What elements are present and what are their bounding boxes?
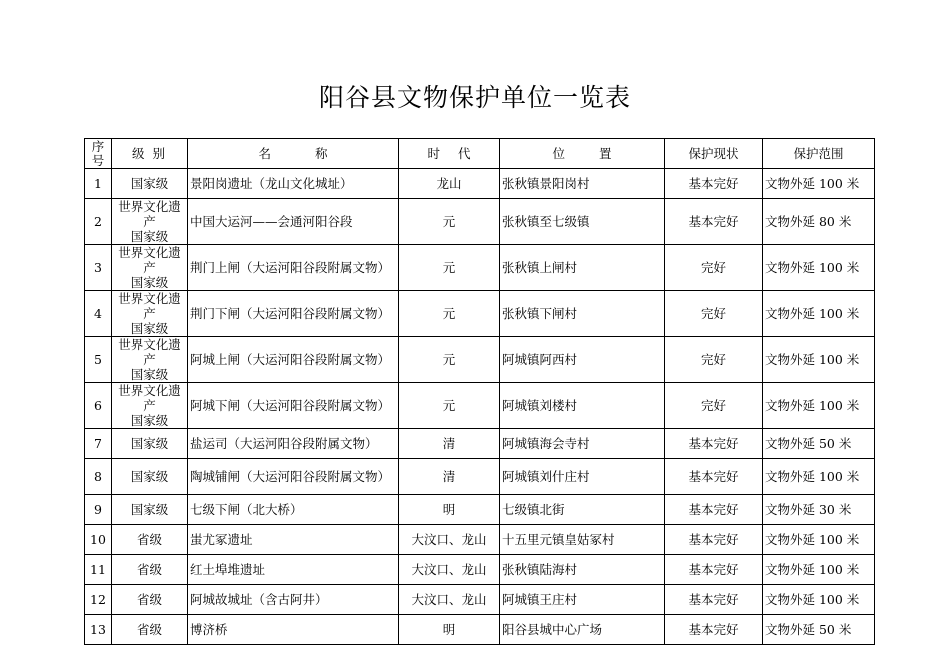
cell-location: 阿城镇王庄村 — [500, 585, 665, 615]
cell-level: 省级 — [112, 615, 188, 645]
cell-era: 清 — [399, 459, 500, 495]
cell-era: 清 — [399, 429, 500, 459]
table-header-row — [85, 139, 875, 169]
cell-name: 陶城铺闸（大运河阳谷段附属文物） — [188, 459, 399, 495]
cell-level: 省级 — [112, 555, 188, 585]
header-name: 名 称 — [188, 139, 399, 169]
cell-status: 基本完好 — [665, 585, 763, 615]
cell-era: 元 — [399, 291, 500, 337]
cell-no: 5 — [85, 337, 112, 383]
cell-era: 元 — [399, 245, 500, 291]
cell-location: 阿城镇阿西村 — [500, 337, 665, 383]
cell-name: 景阳岗遗址（龙山文化城址） — [188, 169, 399, 199]
cell-name: 七级下闸（北大桥） — [188, 495, 399, 525]
cell-location: 张秋镇至七级镇 — [500, 199, 665, 245]
cell-status: 完好 — [665, 337, 763, 383]
cell-no: 11 — [85, 555, 112, 585]
header-status: 保护现状 — [665, 139, 763, 169]
table-row — [85, 525, 875, 555]
cell-range: 文物外延 50 米 — [763, 615, 875, 645]
cell-range: 文物外延 30 米 — [763, 495, 875, 525]
cell-range: 文物外延 100 米 — [763, 169, 875, 199]
cell-no: 10 — [85, 525, 112, 555]
cell-status: 基本完好 — [665, 169, 763, 199]
cell-no: 13 — [85, 615, 112, 645]
cell-location: 张秋镇上闸村 — [500, 245, 665, 291]
cell-range: 文物外延 100 米 — [763, 555, 875, 585]
cell-era: 元 — [399, 199, 500, 245]
cell-no: 6 — [85, 383, 112, 429]
cell-no: 2 — [85, 199, 112, 245]
header-era: 时 代 — [399, 139, 500, 169]
cell-location: 张秋镇景阳岗村 — [500, 169, 665, 199]
cell-status: 基本完好 — [665, 429, 763, 459]
cell-level: 世界文化遗产 国家级 — [112, 383, 188, 429]
table-row — [85, 337, 875, 383]
cell-no: 1 — [85, 169, 112, 199]
cell-level: 省级 — [112, 525, 188, 555]
cell-level: 世界文化遗产 国家级 — [112, 291, 188, 337]
cell-level: 世界文化遗产 国家级 — [112, 199, 188, 245]
table-row — [85, 291, 875, 337]
cell-status: 基本完好 — [665, 525, 763, 555]
cell-era: 明 — [399, 615, 500, 645]
cell-range: 文物外延 100 米 — [763, 337, 875, 383]
cell-location: 阿城镇刘楼村 — [500, 383, 665, 429]
cell-name: 荆门下闸（大运河阳谷段附属文物） — [188, 291, 399, 337]
cell-location: 阳谷县城中心广场 — [500, 615, 665, 645]
table-row — [85, 245, 875, 291]
cell-location: 张秋镇下闸村 — [500, 291, 665, 337]
cell-level: 国家级 — [112, 429, 188, 459]
table-row — [85, 383, 875, 429]
cell-range: 文物外延 100 米 — [763, 245, 875, 291]
cell-range: 文物外延 80 米 — [763, 199, 875, 245]
cell-era: 大汶口、龙山 — [399, 555, 500, 585]
header-range: 保护范围 — [763, 139, 875, 169]
header-location: 位 置 — [500, 139, 665, 169]
cell-range: 文物外延 100 米 — [763, 383, 875, 429]
cell-name: 蚩尤冢遗址 — [188, 525, 399, 555]
cell-no: 3 — [85, 245, 112, 291]
cell-name: 中国大运河——会通河阳谷段 — [188, 199, 399, 245]
table-row — [85, 615, 875, 645]
cell-no: 9 — [85, 495, 112, 525]
cell-era: 元 — [399, 383, 500, 429]
cell-status: 完好 — [665, 245, 763, 291]
cell-name: 阿城上闸（大运河阳谷段附属文物） — [188, 337, 399, 383]
heritage-table — [84, 138, 875, 645]
cell-name: 阿城下闸（大运河阳谷段附属文物） — [188, 383, 399, 429]
cell-era: 大汶口、龙山 — [399, 585, 500, 615]
cell-status: 基本完好 — [665, 555, 763, 585]
cell-location: 七级镇北街 — [500, 495, 665, 525]
cell-range: 文物外延 50 米 — [763, 429, 875, 459]
cell-name: 阿城故城址（含古阿井） — [188, 585, 399, 615]
cell-name: 红土埠堆遗址 — [188, 555, 399, 585]
table-row — [85, 495, 875, 525]
table-row — [85, 585, 875, 615]
cell-location: 张秋镇陆海村 — [500, 555, 665, 585]
cell-era: 龙山 — [399, 169, 500, 199]
cell-range: 文物外延 100 米 — [763, 525, 875, 555]
header-level: 级 别 — [112, 139, 188, 169]
cell-level: 世界文化遗产 国家级 — [112, 245, 188, 291]
cell-status: 完好 — [665, 383, 763, 429]
cell-era: 元 — [399, 337, 500, 383]
cell-range: 文物外延 100 米 — [763, 585, 875, 615]
cell-range: 文物外延 100 米 — [763, 291, 875, 337]
cell-no: 12 — [85, 585, 112, 615]
cell-no: 4 — [85, 291, 112, 337]
cell-name: 荆门上闸（大运河阳谷段附属文物） — [188, 245, 399, 291]
cell-status: 基本完好 — [665, 459, 763, 495]
table-row — [85, 555, 875, 585]
table-row — [85, 429, 875, 459]
cell-status: 基本完好 — [665, 615, 763, 645]
cell-era: 明 — [399, 495, 500, 525]
cell-name: 盐运司（大运河阳谷段附属文物） — [188, 429, 399, 459]
table-row — [85, 199, 875, 245]
cell-status: 完好 — [665, 291, 763, 337]
cell-location: 阿城镇刘什庄村 — [500, 459, 665, 495]
cell-no: 7 — [85, 429, 112, 459]
table-row — [85, 169, 875, 199]
table-row — [85, 459, 875, 495]
cell-name: 博济桥 — [188, 615, 399, 645]
cell-level: 世界文化遗产 国家级 — [112, 337, 188, 383]
cell-level: 国家级 — [112, 169, 188, 199]
header-no: 序号 — [85, 139, 112, 169]
cell-no: 8 — [85, 459, 112, 495]
cell-level: 国家级 — [112, 495, 188, 525]
cell-era: 大汶口、龙山 — [399, 525, 500, 555]
cell-location: 十五里元镇皇姑冢村 — [500, 525, 665, 555]
cell-location: 阿城镇海会寺村 — [500, 429, 665, 459]
cell-status: 基本完好 — [665, 495, 763, 525]
page-title: 阳谷县文物保护单位一览表 — [318, 83, 631, 112]
cell-status: 基本完好 — [665, 199, 763, 245]
cell-range: 文物外延 100 米 — [763, 459, 875, 495]
cell-level: 国家级 — [112, 459, 188, 495]
cell-level: 省级 — [112, 585, 188, 615]
